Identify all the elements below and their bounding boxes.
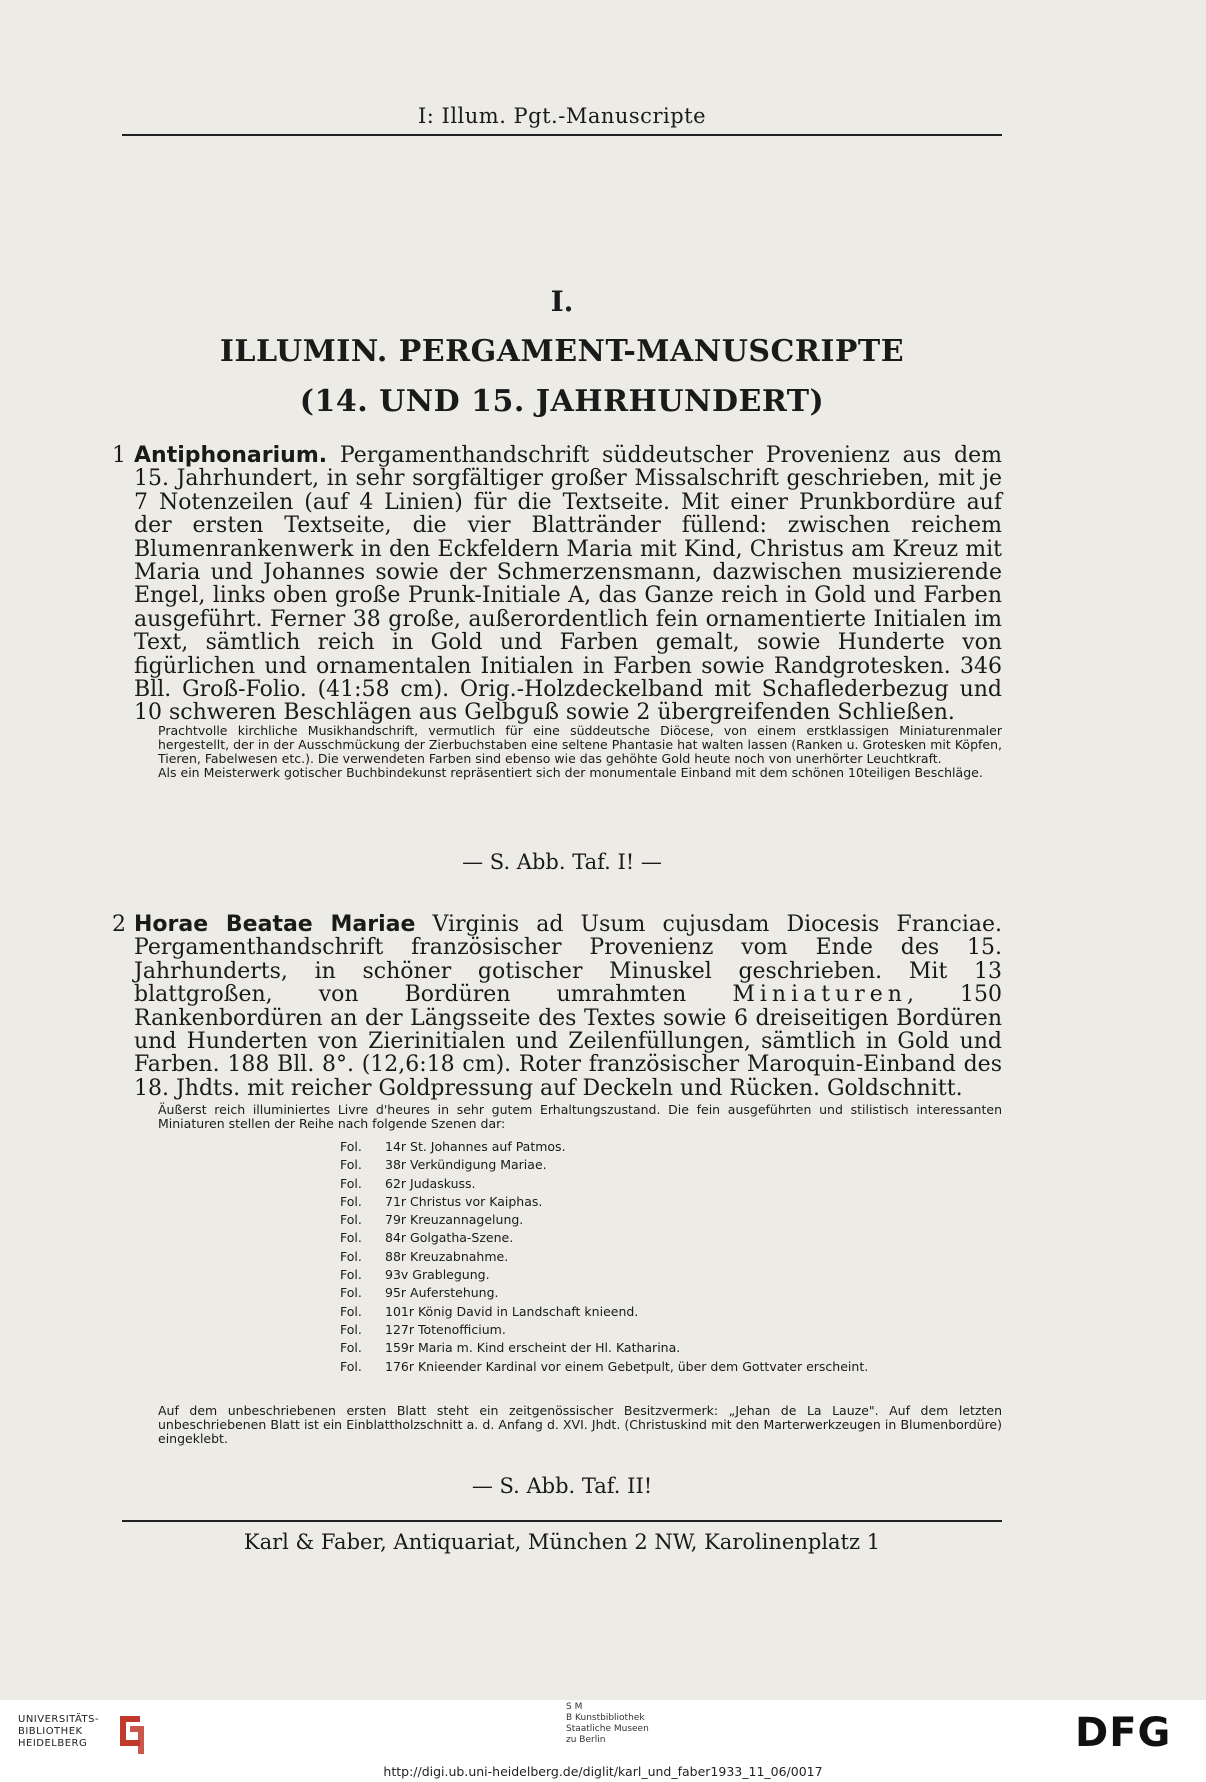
folio-text: 62r Judaskuss.	[385, 1175, 476, 1191]
museum-line: Staatliche Museen	[566, 1724, 649, 1734]
folio-label: Fol.	[340, 1285, 362, 1301]
folio-text: 14r St. Johannes auf Patmos.	[385, 1139, 566, 1154]
folio-label: Fol.	[340, 1321, 362, 1337]
folio-text: 79r Kreuzannagelung.	[385, 1212, 524, 1228]
entry-1-notes	[158, 724, 1002, 780]
list-item	[340, 1266, 1010, 1284]
folio-text: 101r König David in Landschaft knieend.	[385, 1303, 639, 1319]
folio-text: 93v Grablegung.	[385, 1267, 490, 1283]
list-item	[340, 1284, 1010, 1302]
entry-description-spaced: Miniaturen	[732, 982, 907, 1008]
folio-text: 95r Auferstehung.	[385, 1285, 499, 1301]
list-item	[340, 1303, 1010, 1321]
running-head: I: Illum. Pgt.-Manuscripte	[417, 104, 707, 128]
list-item	[340, 1321, 1010, 1339]
museum-credit	[566, 1702, 649, 1746]
plate-reference-2: — S. Abb. Taf. II!	[471, 1474, 653, 1498]
folio-label: Fol.	[340, 1175, 362, 1191]
university-line: UNIVERSITÄTS-	[18, 1714, 100, 1725]
list-item	[340, 1138, 1010, 1156]
folio-text: 88r Kreuzabnahme.	[385, 1248, 509, 1264]
folio-label: Fol.	[340, 1340, 362, 1356]
university-line: HEIDELBERG	[18, 1738, 88, 1749]
university-line: BIBLIOTHEK	[18, 1726, 83, 1737]
entry-title: Horae Beatae Mariae	[134, 912, 416, 937]
entry-description-cont: , 150 Rankenbordüren an der Längsseite des Textes sowie 6 dreiseitigen Bordüren und Hunderten von Zierinitialen und Zeilenfüllungen, sämtlich in Gold und Farben. 188 Bll. 8°. (12,6:18 cm). Roter französischer Maroquin-Einband des 18. Jhdts. mit reicher Goldpressung auf Deckeln und Rücken. Goldschnitt.	[134, 982, 1002, 1101]
chapter-numeral: I.	[550, 285, 574, 318]
header-rule	[122, 134, 1002, 136]
folio-label: Fol.	[340, 1230, 362, 1246]
plate-reference-1: — S. Abb. Taf. I! —	[462, 850, 662, 874]
chapter-title-line1: ILLUMIN. PERGAMENT-MANUSCRIPTE	[219, 334, 905, 369]
folio-label: Fol.	[340, 1267, 362, 1283]
folio-label: Fol.	[340, 1303, 362, 1319]
publisher-footer: Karl & Faber, Antiquariat, München 2 NW, Karolinenplatz 1	[243, 1530, 881, 1554]
footer-rule	[122, 1520, 1002, 1522]
entry-1-note: Prachtvolle kirchliche Musikhandschrift, vermutlich für eine süddeutsche Diöcese, von einem erstklassigen Miniaturenmaler hergestellt, der in der Ausschmückung der Zierbuchstaben eine seltene Phantasie hat walten lassen (Ranken u. Grotesken mit Köpfen, Tieren, Fabelwesen etc.). Die verwendeten Farben sind ebenso wie das gehöhte Gold heute noch von unerhörter Leuchtkraft.	[158, 723, 1002, 766]
entry-number: 1	[112, 443, 126, 468]
list-item	[340, 1193, 1010, 1211]
entry-2-note-outro: Auf dem unbeschriebenen ersten Blatt steht ein zeitgenössischer Besitzvermerk: „Jehan de La Lauze". Auf dem letzten unbeschriebenen Blatt ist ein Einblattholzschnitt a. d. Anfang d. XVI. Jhdt. (Christuskind mit den Marterwerkzeugen in Blumenbordüre) eingeklebt.	[158, 1403, 1002, 1446]
chapter-title-line2: (14. UND 15. JAHRHUNDERT)	[299, 384, 825, 419]
folio-label: Fol.	[340, 1193, 362, 1209]
folio-label: Fol.	[340, 1358, 362, 1374]
entry-description: Virginis ad Usum cujusdam Diocesis Franciae. Pergamenthandschrift französischer Provenienz vom Ende des 15. Jahrhunderts, in schöner gotischer Minuskel geschrieben. Mit 13 blattgroßen, von Bordüren umrahmten	[134, 912, 1002, 1008]
list-item	[340, 1358, 1010, 1376]
entry-2-note-intro: Äußerst reich illuminiertes Livre d'heures in sehr gutem Erhaltungszustand. Die fein ausgeführten und stilistisch interessanten Miniaturen stellen der Reihe nach folgende Szenen dar:	[158, 1102, 1002, 1131]
folio-text: 176r Knieender Kardinal vor einem Gebetpult, über dem Gottvater erscheint.	[385, 1358, 869, 1374]
entry-1-note-binding: Als ein Meisterwerk gotischer Buchbindekunst repräsentiert sich der monumentale Einband mit dem schönen 10teiligen Beschläge.	[158, 765, 983, 780]
dfg-logo[interactable]: DFG	[1075, 1710, 1172, 1756]
folio-text: 159r Maria m. Kind erscheint der Hl. Katharina.	[385, 1340, 681, 1356]
entry-description: Pergamenthandschrift süddeutscher Provenienz aus dem 15. Jahrhundert, in sehr sorgfältiger großer Missalschrift geschrieben, mit je 7 Notenzeilen (auf 4 Linien) für die Textseite. Mit einer Prunkbordüre auf der ersten Textseite, die vier Blattränder füllend: zwischen reichem Blumenrankenwerk in den Eckfeldern Maria mit Kind, Christus am Kreuz mit Maria und Johannes sowie der Schmerzensmann, dazwischen musizierende Engel, links oben große Prunk-Initiale A, das Ganze reich in Gold und Farben ausgeführt. Ferner 38 große, außerordentlich fein ornamentierte Initialen im Text, sämtlich reich in Gold und Farben gemalt, sowie Hunderte von figürlichen und ornamentalen Initialen in Farben sowie Randgrotesken. 346 Bll. Groß-Folio. (41:58 cm). Orig.-Holzdeckelband mit Schaflederbezug und 10 schweren Beschlägen aus Gelbguß sowie 2 übergreifenden Schließen.	[134, 443, 1002, 726]
museum-line: S M	[566, 1702, 583, 1712]
permalink-url[interactable]: http://digi.ub.uni-heidelberg.de/diglit/karl_und_faber1933_11_06/0017	[383, 1764, 823, 1779]
folio-list	[340, 1138, 1010, 1376]
folio-text: 84r Golgatha-Szene.	[385, 1230, 514, 1246]
entry-title: Antiphonarium.	[134, 443, 328, 468]
museum-line: B Kunstbibliothek	[566, 1713, 645, 1723]
folio-text: 127r Totenofficium.	[385, 1321, 506, 1337]
folio-label: Fol.	[340, 1248, 362, 1264]
folio-label: Fol.	[340, 1212, 362, 1228]
list-item	[340, 1211, 1010, 1229]
list-item	[340, 1229, 1010, 1247]
catalog-entry-1	[112, 443, 1002, 726]
folio-text: 38r Verkündigung Mariae.	[385, 1157, 547, 1173]
list-item	[340, 1339, 1010, 1357]
folio-label: Fol.	[340, 1157, 362, 1173]
university-library-name	[18, 1714, 99, 1750]
folio-label: Fol.	[340, 1139, 362, 1154]
list-item	[340, 1156, 1010, 1174]
list-item	[340, 1248, 1010, 1266]
entry-number: 2	[112, 912, 126, 937]
catalog-entry-2	[112, 912, 1002, 1101]
museum-line: zu Berlin	[566, 1735, 606, 1745]
digitization-bar	[0, 1700, 1206, 1782]
list-item	[340, 1175, 1010, 1193]
university-logo-icon[interactable]	[110, 1710, 146, 1758]
folio-text: 71r Christus vor Kaiphas.	[385, 1193, 543, 1209]
